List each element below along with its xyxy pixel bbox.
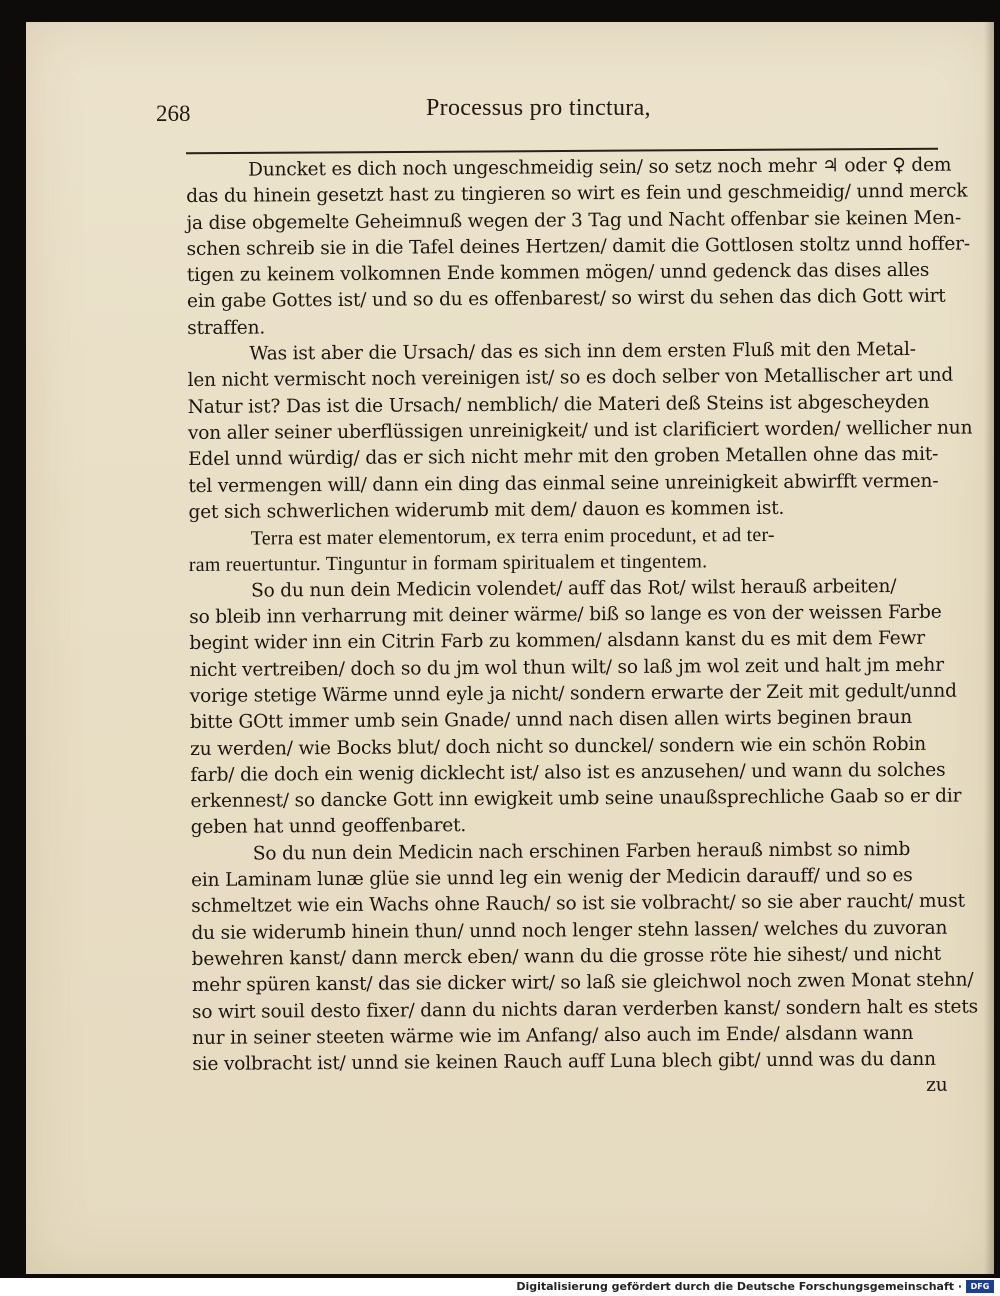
text-line: ein gabe Gottes ist/ und so du es offenbarest/ so wirst du sehen das dich Gott wirt xyxy=(186,286,946,313)
text-line: sie volbracht ist/ unnd sie keinen Rauch auff Luna blech gibt/ unnd was du dann xyxy=(192,1048,936,1076)
text-line: vorige stetige Wärme unnd eyle ja nicht/ sondern erwarte der Zeit mit gedult/unnd xyxy=(189,680,957,707)
text-line: von aller seiner uberflüssigen unreinigkeit/ und ist clarificiert worden/ wellicher nun xyxy=(187,417,973,444)
text-line: zu werden/ wie Bocks blut/ doch nicht so dunckel/ sondern wie ein schön Robin xyxy=(190,733,927,760)
text-line: zu xyxy=(926,1075,948,1097)
text-line: schmeltzet wie ein Wachs ohne Rauch/ so ist sie volbracht/ so sie aber raucht/ must xyxy=(191,890,965,918)
text-line: nur in seiner steeten wärme wie im Anfang/ also auch im Ende/ alsdann wann xyxy=(192,1022,914,1049)
text-line: begint wider inn ein Citrin Farb zu kommen/ alsdann kanst du es mit dem Fewr xyxy=(189,628,925,655)
text-line: farb/ die doch ein wenig dicklecht ist/ also ist es anzusehen/ und wann du solches xyxy=(190,759,946,786)
text-line: tel vermengen will/ dann ein ding das einmal seine unreinigkeit abwirfft vermen- xyxy=(188,470,939,497)
text-line: ram reuertuntur. Tinguntur in formam spiritualem et tingentem. xyxy=(188,550,708,577)
text-line: erkennest/ so dancke Gott inn ewigkeit umb seine unaußsprechliche Gaab so er dir xyxy=(190,785,962,813)
page-number: 268 xyxy=(156,101,191,126)
body-text xyxy=(186,153,979,1105)
text-line: das du hinein gesetzt hast zu tingieren so wirt es fein und geschmeidig/ unnd merck xyxy=(186,180,968,208)
text-line: schen schreib sie in die Tafel deines Hertzen/ damit die Gottlosen stoltz unnd hoffer- xyxy=(186,233,970,260)
dfg-logo: DFG xyxy=(966,1280,994,1293)
text-line: So du nun dein Medicin nach erschinen Farben herauß nimbst so nimb xyxy=(252,838,911,865)
text-line: ja dise obgemelte Geheimnuß wegen der 3 Tag und Nacht offenbar sie keinen Men- xyxy=(186,207,962,234)
text-line: get sich schwerlichen widerumb mit dem/ dauon es kommen ist. xyxy=(188,497,785,523)
text-line: bitte GOtt immer umb sein Gnade/ unnd nach disen allen wirts beginen braun xyxy=(189,707,913,734)
text-line: Edel unnd würdig/ das er sich nicht mehr mit den groben Metallen ohne das mit- xyxy=(188,444,939,471)
text-line: len nicht vermischt noch vereinigen ist/ so es doch selber von Metallischer art und xyxy=(187,365,954,392)
text-line: tigen zu keinem volkomnen Ende kommen mögen/ unnd gedenck das dises alles xyxy=(186,260,930,287)
running-title: Processus pro tinctura, xyxy=(426,95,651,121)
text-line: mehr spüren kanst/ das sie dicker wirt/ so laß sie gleichwol noch zwen Monat stehn/ xyxy=(191,969,974,997)
text-line: Natur ist? Das ist die Ursach/ nemblich/ die Materi deß Steins ist abgescheyden xyxy=(187,391,930,418)
text-line: du sie widerumb hinein thun/ unnd noch lenger stehn lassen/ welches du zuvoran xyxy=(191,917,948,944)
text-line: Was ist aber die Ursach/ das es sich inn dem ersten Fluß mit den Metal- xyxy=(249,338,916,365)
page-header xyxy=(156,95,956,135)
text-line: nicht vertreiben/ doch so du jm wol thun wilt/ so laß jm wol zeit und halt jm mehr xyxy=(189,654,944,681)
text-line: Terra est mater elementorum, ex terra enim procedunt, et ad ter- xyxy=(250,524,775,550)
digitization-credit: Digitalisierung gefördert durch die Deutsche Forschungsgemeinschaft · xyxy=(516,1280,962,1293)
text-line: geben hat unnd geoffenbaret. xyxy=(190,815,467,839)
text-line: so wirt souil desto fixer/ dann du nichts daran verderben kanst/ sondern halt es stets xyxy=(191,995,979,1023)
text-line: bewehren kanst/ dann merck eben/ wann du die grosse röte hie sihest/ und nicht xyxy=(191,943,942,970)
text-line: So du nun dein Medicin volendet/ auff das Rot/ wilst herauß arbeiten/ xyxy=(250,575,897,602)
footer-bar xyxy=(0,1278,1000,1296)
text-line: so bleib inn verharrung mit deiner wärme/ biß so lange es von der weissen Farbe xyxy=(189,601,942,629)
text-line: ein Laminam lunæ glüe sie unnd leg ein wenig der Medicin darauff/ und so es xyxy=(190,864,913,891)
text-line: Duncket es dich noch ungeschmeidig sein/ so setz noch mehr ♃ oder ♀ dem xyxy=(248,154,952,181)
text-line: straffen. xyxy=(187,317,266,339)
